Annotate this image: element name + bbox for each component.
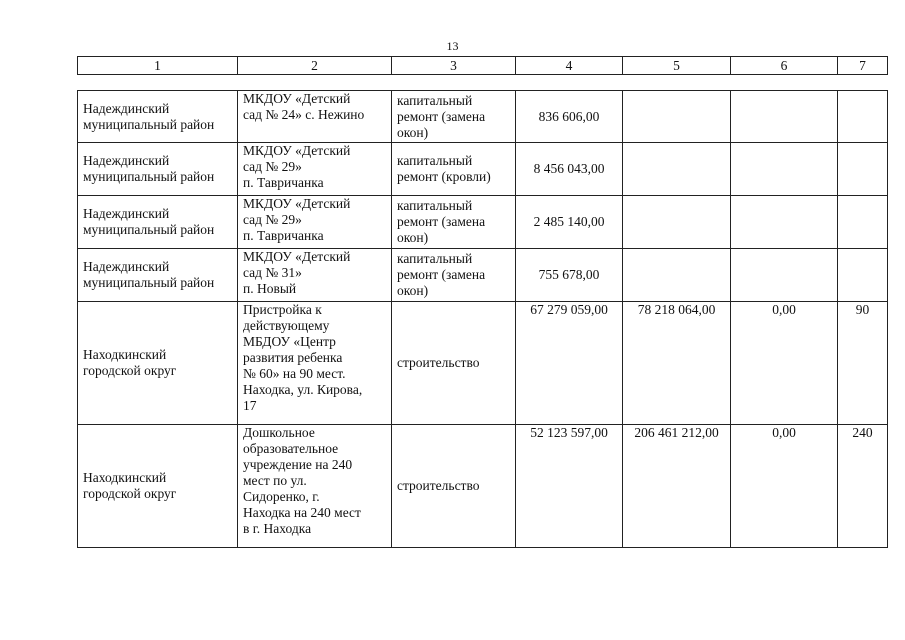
cell-capacity: 240 [838, 425, 888, 548]
cell-amount-5 [623, 249, 731, 302]
cell-district: Надеждинский муниципальный район [78, 249, 238, 302]
header-row [78, 57, 888, 75]
header-col-7: 7 [838, 57, 888, 75]
cell-work-type: капитальный ремонт (замена окон) [392, 91, 516, 143]
header-col-2: 2 [238, 57, 392, 75]
cell-work-type: строительство [392, 302, 516, 425]
table-row [78, 249, 888, 302]
cell-capacity [838, 196, 888, 249]
cell-object: МКДОУ «Детский сад № 29» п. Тавричанка [238, 196, 392, 249]
cell-work-type: капитальный ремонт (замена окон) [392, 249, 516, 302]
cell-amount-6: 0,00 [731, 302, 838, 425]
cell-amount-6 [731, 91, 838, 143]
header-col-1: 1 [78, 57, 238, 75]
cell-object: МКДОУ «Детский сад № 24» с. Нежино [238, 91, 392, 143]
cell-district: Находкинский городской округ [78, 425, 238, 548]
cell-capacity [838, 249, 888, 302]
cell-amount-5: 78 218 064,00 [623, 302, 731, 425]
cell-amount-6: 0,00 [731, 425, 838, 548]
cell-object: Дошкольное образовательное учреждение на 240 мест по ул. Сидоренко, г. Находка на 240 мест в г. Находка [238, 425, 392, 548]
cell-amount-5 [623, 91, 731, 143]
page-number: 13 [446, 39, 459, 53]
cell-object: МКДОУ «Детский сад № 29» п. Тавричанка [238, 143, 392, 196]
cell-amount-6 [731, 143, 838, 196]
header-col-5: 5 [623, 57, 731, 75]
cell-capacity [838, 91, 888, 143]
cell-amount-4: 52 123 597,00 [516, 425, 623, 548]
table-row [78, 302, 888, 425]
cell-district: Надеждинский муниципальный район [78, 143, 238, 196]
cell-amount-4: 67 279 059,00 [516, 302, 623, 425]
header-col-3: 3 [392, 57, 516, 75]
cell-amount-4: 8 456 043,00 [516, 143, 623, 196]
cell-amount-5 [623, 143, 731, 196]
cell-capacity: 90 [838, 302, 888, 425]
cell-amount-4: 2 485 140,00 [516, 196, 623, 249]
cell-object: МКДОУ «Детский сад № 31» п. Новый [238, 249, 392, 302]
cell-work-type: строительство [392, 425, 516, 548]
header-col-4: 4 [516, 57, 623, 75]
cell-work-type: капитальный ремонт (замена окон) [392, 196, 516, 249]
cell-amount-5: 206 461 212,00 [623, 425, 731, 548]
table-row [78, 196, 888, 249]
data-table [77, 90, 888, 548]
table-row [78, 143, 888, 196]
cell-object: Пристройка к действующему МБДОУ «Центр развития ребенка № 60» на 90 мест. Находка, ул. Кирова, 17 [238, 302, 392, 425]
cell-district: Надеждинский муниципальный район [78, 91, 238, 143]
cell-district: Находкинский городской округ [78, 302, 238, 425]
cell-amount-5 [623, 196, 731, 249]
cell-district: Надеждинский муниципальный район [78, 196, 238, 249]
table-row [78, 425, 888, 548]
table-row [78, 91, 888, 143]
cell-work-type: капитальный ремонт (кровли) [392, 143, 516, 196]
cell-amount-6 [731, 196, 838, 249]
cell-amount-4: 836 606,00 [516, 91, 623, 143]
cell-amount-4: 755 678,00 [516, 249, 623, 302]
cell-amount-6 [731, 249, 838, 302]
column-number-header [77, 56, 888, 75]
cell-capacity [838, 143, 888, 196]
header-col-6: 6 [731, 57, 838, 75]
